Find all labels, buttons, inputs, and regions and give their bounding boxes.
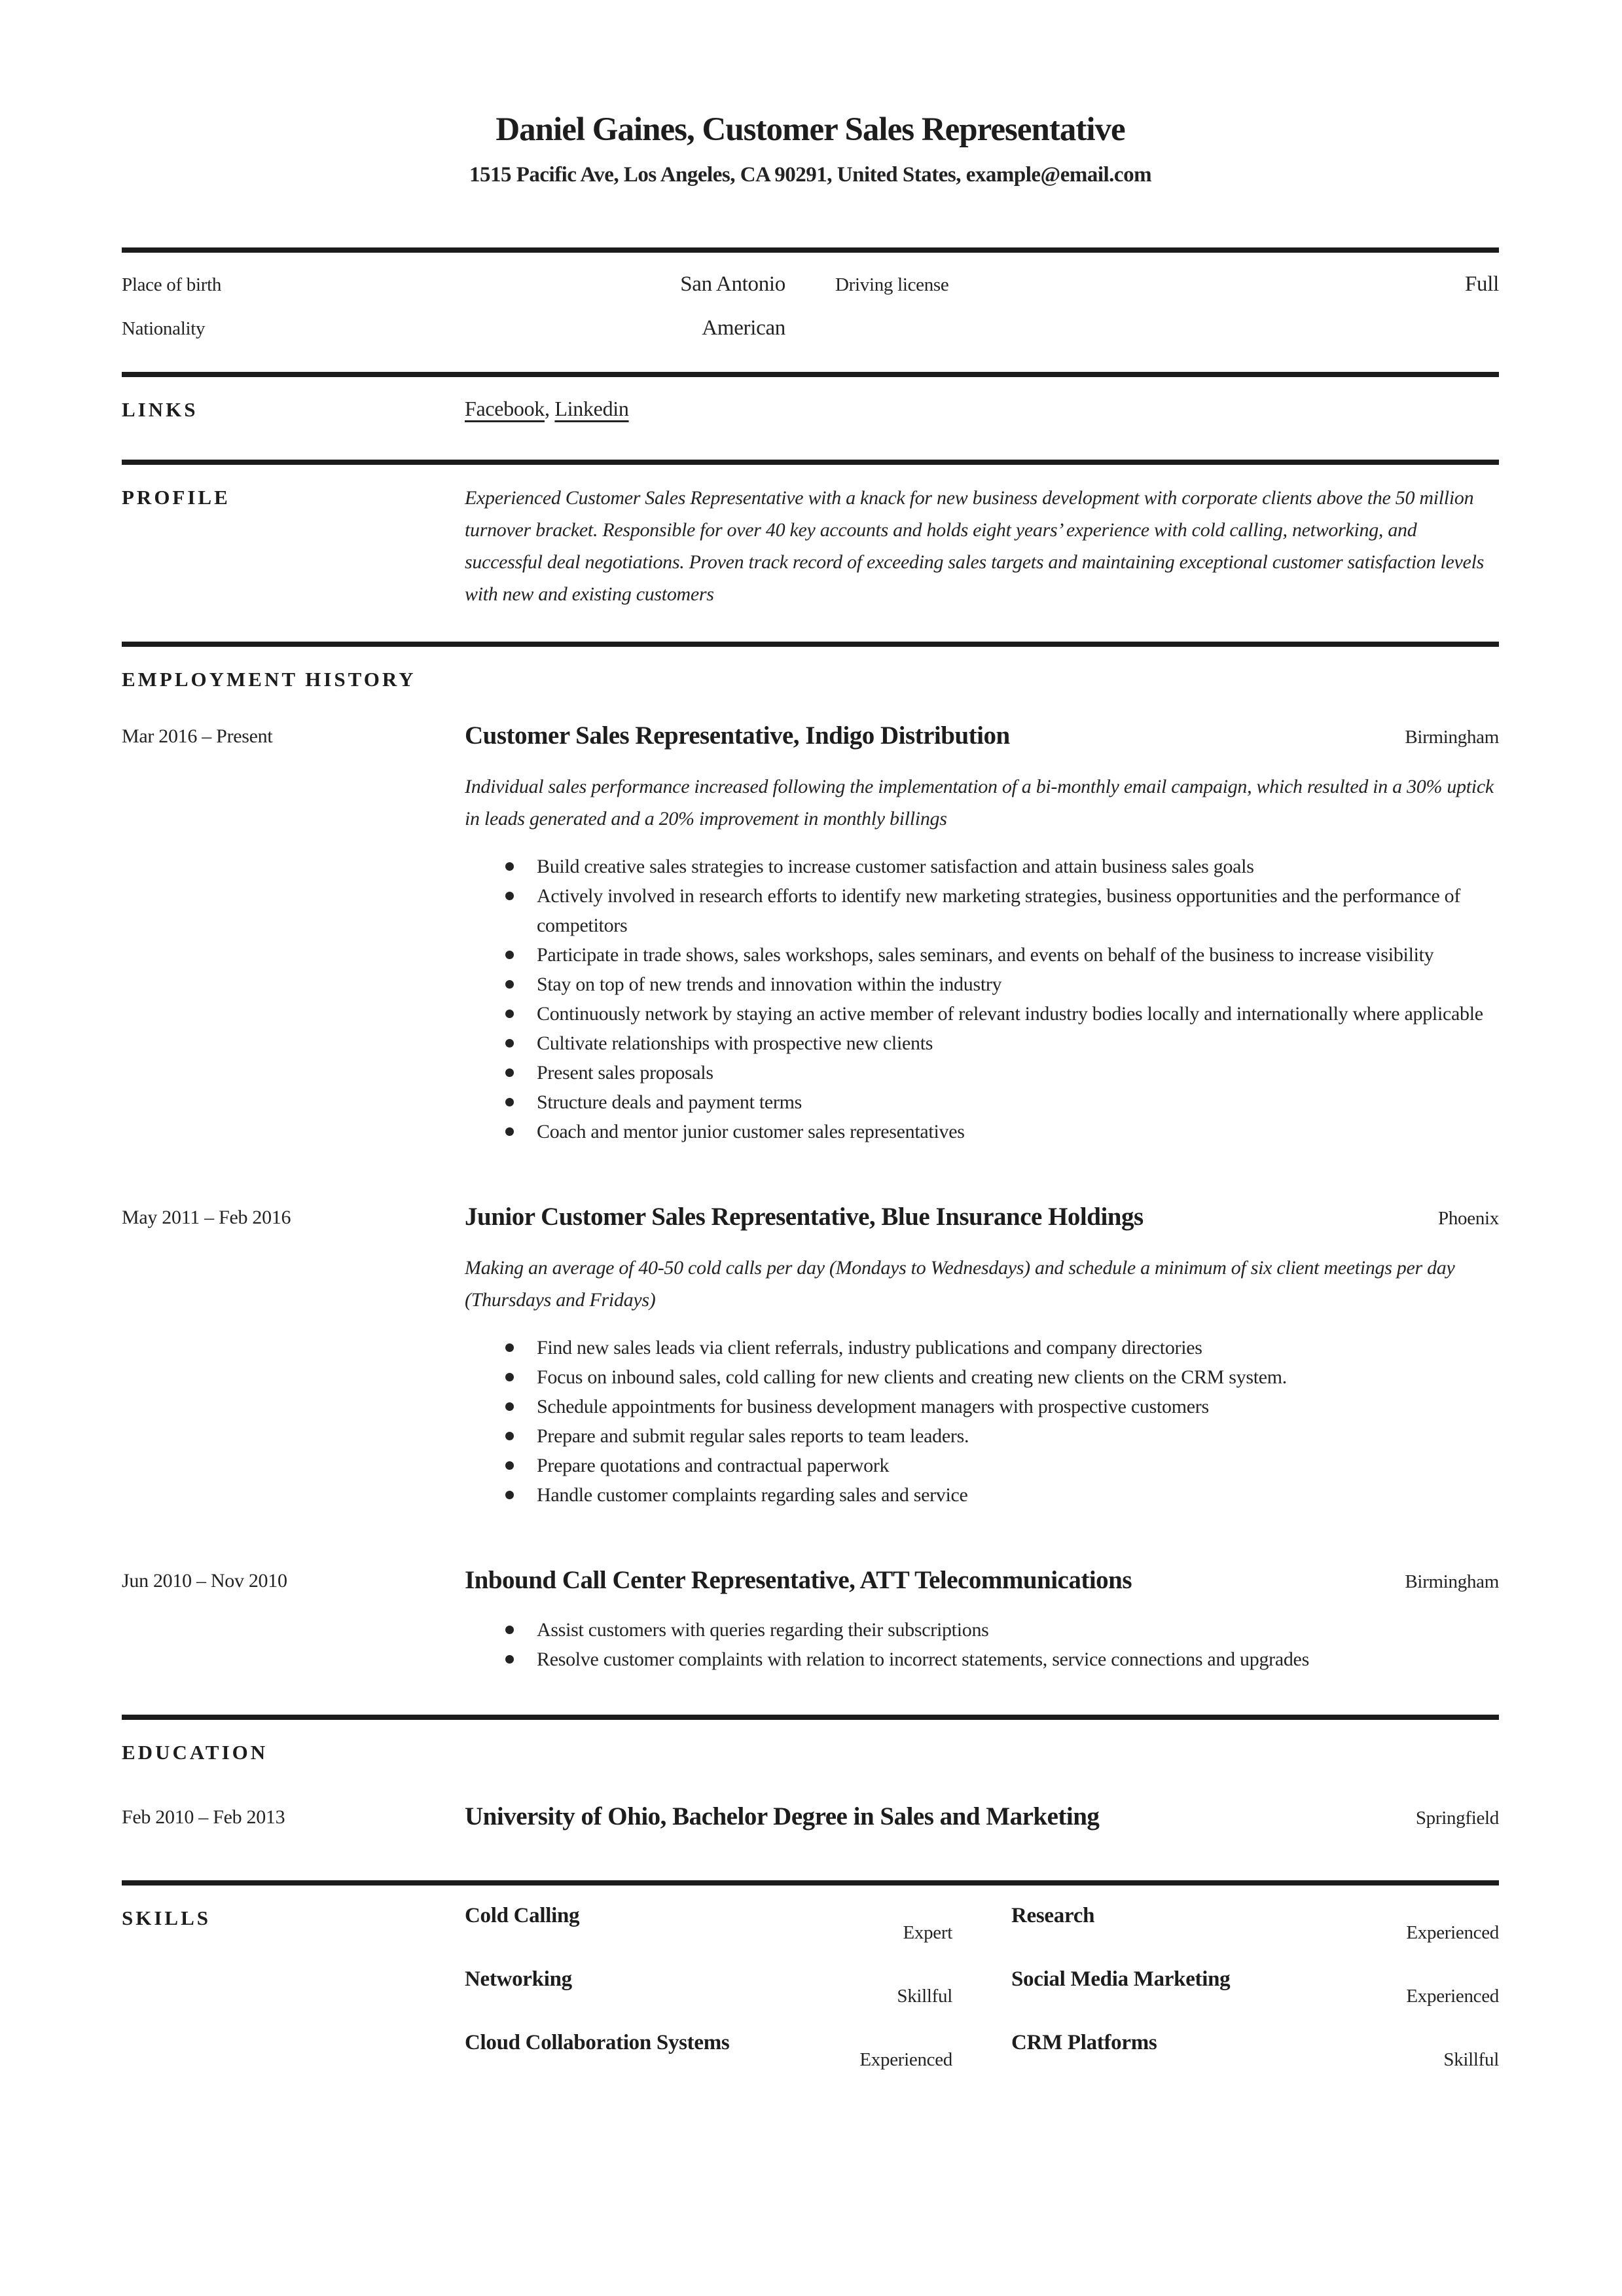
- bullet-item: Continuously network by staying an active member of relevant industry bodies locally and internationally where applicable: [465, 999, 1499, 1029]
- bullet-item: Stay on top of new trends and innovation within the industry: [465, 970, 1499, 999]
- links-line: [465, 394, 1499, 421]
- skill-item: [1011, 2031, 1499, 2071]
- job-dates: Jun 2010 – Nov 2010: [122, 1570, 287, 1592]
- job-bullet-list: [465, 852, 1499, 1146]
- job-title: Junior Customer Sales Representative, Blue Insurance Holdings: [465, 1203, 1144, 1231]
- job-title: Customer Sales Representative, Indigo Distribution: [465, 721, 1010, 750]
- education-section: [122, 1720, 1499, 1880]
- divider: [122, 642, 1499, 647]
- job-content: [465, 1199, 1499, 1510]
- bullet-item: Present sales proposals: [465, 1058, 1499, 1087]
- detail-label: Driving license: [835, 274, 949, 295]
- job-title: Inbound Call Center Representative, ATT Telecommunications: [465, 1566, 1132, 1594]
- job-dates: Mar 2016 – Present: [122, 725, 273, 747]
- skill-name: CRM Platforms: [1011, 2031, 1157, 2054]
- bullet-item: Actively involved in research efforts to identify new marketing strategies, business opportunities and the performance of competitors: [465, 881, 1499, 940]
- detail-driving-license: [835, 272, 1499, 297]
- bullet-item: Resolve customer complaints with relation to incorrect statements, service connections and upgrades: [465, 1645, 1499, 1674]
- bullet-item: Build creative sales strategies to increase customer satisfaction and attain business sales goals: [465, 852, 1499, 881]
- job-head: [465, 718, 1499, 754]
- profile-text: Experienced Customer Sales Representative with a knack for new business development with corporate clients above the 50 million turnover bracket. Responsible for over 40 key accounts and holds eight years’ experience with cold calling, networking, and successful deal negotiations. Proven track record of exceeding sales targets and maintaining exceptional customer satisfaction levels with new and existing customers: [465, 487, 1484, 605]
- job-bullet-list: [465, 1615, 1499, 1674]
- detail-nationality: [122, 316, 785, 340]
- divider: [122, 1715, 1499, 1720]
- job-dates: May 2011 – Feb 2016: [122, 1207, 291, 1228]
- skill-item: [1011, 1904, 1499, 1944]
- job-entry: [122, 1562, 1499, 1674]
- employment-section: [122, 647, 1499, 1715]
- detail-label: Place of birth: [122, 274, 222, 295]
- bullet-item: Assist customers with queries regarding their subscriptions: [465, 1615, 1499, 1645]
- education-heading-row: [122, 1737, 1499, 1764]
- detail-label: Nationality: [122, 318, 206, 339]
- job-summary: Individual sales performance increased following the implementation of a bi-monthly email campaign, which resulted in a 30% uptick in leads generated and a 20% improvement in monthly billings: [465, 776, 1494, 829]
- divider: [122, 247, 1499, 253]
- profile-section: [122, 465, 1499, 642]
- linkedin-link[interactable]: Linkedin: [554, 397, 629, 420]
- detail-value: San Antonio: [680, 272, 785, 296]
- bullet-item: Focus on inbound sales, cold calling for new clients and creating new clients on the CRM system.: [465, 1362, 1499, 1392]
- contact-line: 1515 Pacific Ave, Los Angeles, CA 90291, United States, example@email.com: [469, 163, 1152, 187]
- bullet-item: Structure deals and payment terms: [465, 1087, 1499, 1117]
- profile-heading: PROFILE: [122, 486, 230, 509]
- skill-name: Cloud Collaboration Systems: [465, 2031, 730, 2054]
- education-content: [465, 1798, 1499, 1834]
- job-content: [465, 1562, 1499, 1674]
- job-location: Phoenix: [1438, 1208, 1499, 1229]
- bullet-item: Prepare quotations and contractual paperwork: [465, 1451, 1499, 1480]
- resume-header: [122, 0, 1499, 187]
- skill-item: [465, 2031, 952, 2071]
- education-entry: [122, 1798, 1499, 1834]
- job-location: Birmingham: [1405, 727, 1499, 748]
- links-separator: ,: [545, 397, 555, 420]
- skill-item: [1011, 1967, 1499, 2007]
- detail-value: American: [702, 316, 785, 340]
- skill-item: [465, 1967, 952, 2007]
- job-bullet-list: [465, 1333, 1499, 1510]
- skills-section: [122, 1886, 1499, 2106]
- skill-level: Skillful: [897, 1986, 952, 2007]
- skill-level: Expert: [903, 1922, 952, 1943]
- employment-heading-row: [122, 664, 1499, 691]
- facebook-link[interactable]: Facebook: [465, 397, 545, 420]
- education-dates: Feb 2010 – Feb 2013: [122, 1806, 285, 1828]
- spacer: [465, 1737, 1499, 1764]
- skill-level: Experienced: [1406, 1922, 1499, 1943]
- bullet-item: Prepare and submit regular sales reports to team leaders.: [465, 1421, 1499, 1451]
- skill-item: [465, 1904, 952, 1944]
- skill-name: Networking: [465, 1967, 572, 1991]
- links-heading: LINKS: [122, 398, 198, 421]
- skill-level: Experienced: [859, 2049, 952, 2070]
- bullet-item: Find new sales leads via client referrals, industry publications and company directories: [465, 1333, 1499, 1362]
- skills-heading: SKILLS: [122, 1906, 211, 1929]
- skill-name: Cold Calling: [465, 1904, 580, 1927]
- page-title: Daniel Gaines, Customer Sales Representative: [496, 111, 1125, 148]
- divider: [122, 460, 1499, 465]
- job-entry: [122, 1199, 1499, 1510]
- skills-grid: [465, 1903, 1499, 2071]
- detail-value: Full: [1465, 272, 1499, 296]
- skill-level: Experienced: [1406, 1986, 1499, 2007]
- detail-place-of-birth: [122, 272, 785, 297]
- links-section: [122, 377, 1499, 460]
- details-section: [122, 253, 1499, 372]
- bullet-item: Coach and mentor junior customer sales representatives: [465, 1117, 1499, 1146]
- bullet-item: Handle customer complaints regarding sales and service: [465, 1480, 1499, 1510]
- education-head: [465, 1798, 1499, 1834]
- job-content: [465, 718, 1499, 1146]
- education-heading: EDUCATION: [122, 1741, 268, 1764]
- skill-name: Research: [1011, 1904, 1095, 1927]
- skill-level: Skillful: [1443, 2049, 1499, 2070]
- employment-heading: EMPLOYMENT HISTORY: [122, 668, 416, 691]
- bullet-item: Participate in trade shows, sales workshops, sales seminars, and events on behalf of the business to increase visibility: [465, 940, 1499, 970]
- education-location: Springfield: [1415, 1808, 1499, 1829]
- job-entry: [122, 718, 1499, 1146]
- job-head: [465, 1199, 1499, 1235]
- education-title: University of Ohio, Bachelor Degree in Sales and Marketing: [465, 1802, 1100, 1831]
- bullet-item: Cultivate relationships with prospective new clients: [465, 1029, 1499, 1058]
- job-location: Birmingham: [1405, 1571, 1499, 1592]
- job-head: [465, 1562, 1499, 1598]
- bullet-item: Schedule appointments for business development managers with prospective customers: [465, 1392, 1499, 1421]
- divider: [122, 372, 1499, 377]
- spacer: [465, 664, 1499, 691]
- divider: [122, 1880, 1499, 1886]
- skill-name: Social Media Marketing: [1011, 1967, 1231, 1991]
- job-summary: Making an average of 40-50 cold calls per day (Mondays to Wednesdays) and schedule a minimum of six client meetings per day (Thursdays and Fridays): [465, 1257, 1455, 1311]
